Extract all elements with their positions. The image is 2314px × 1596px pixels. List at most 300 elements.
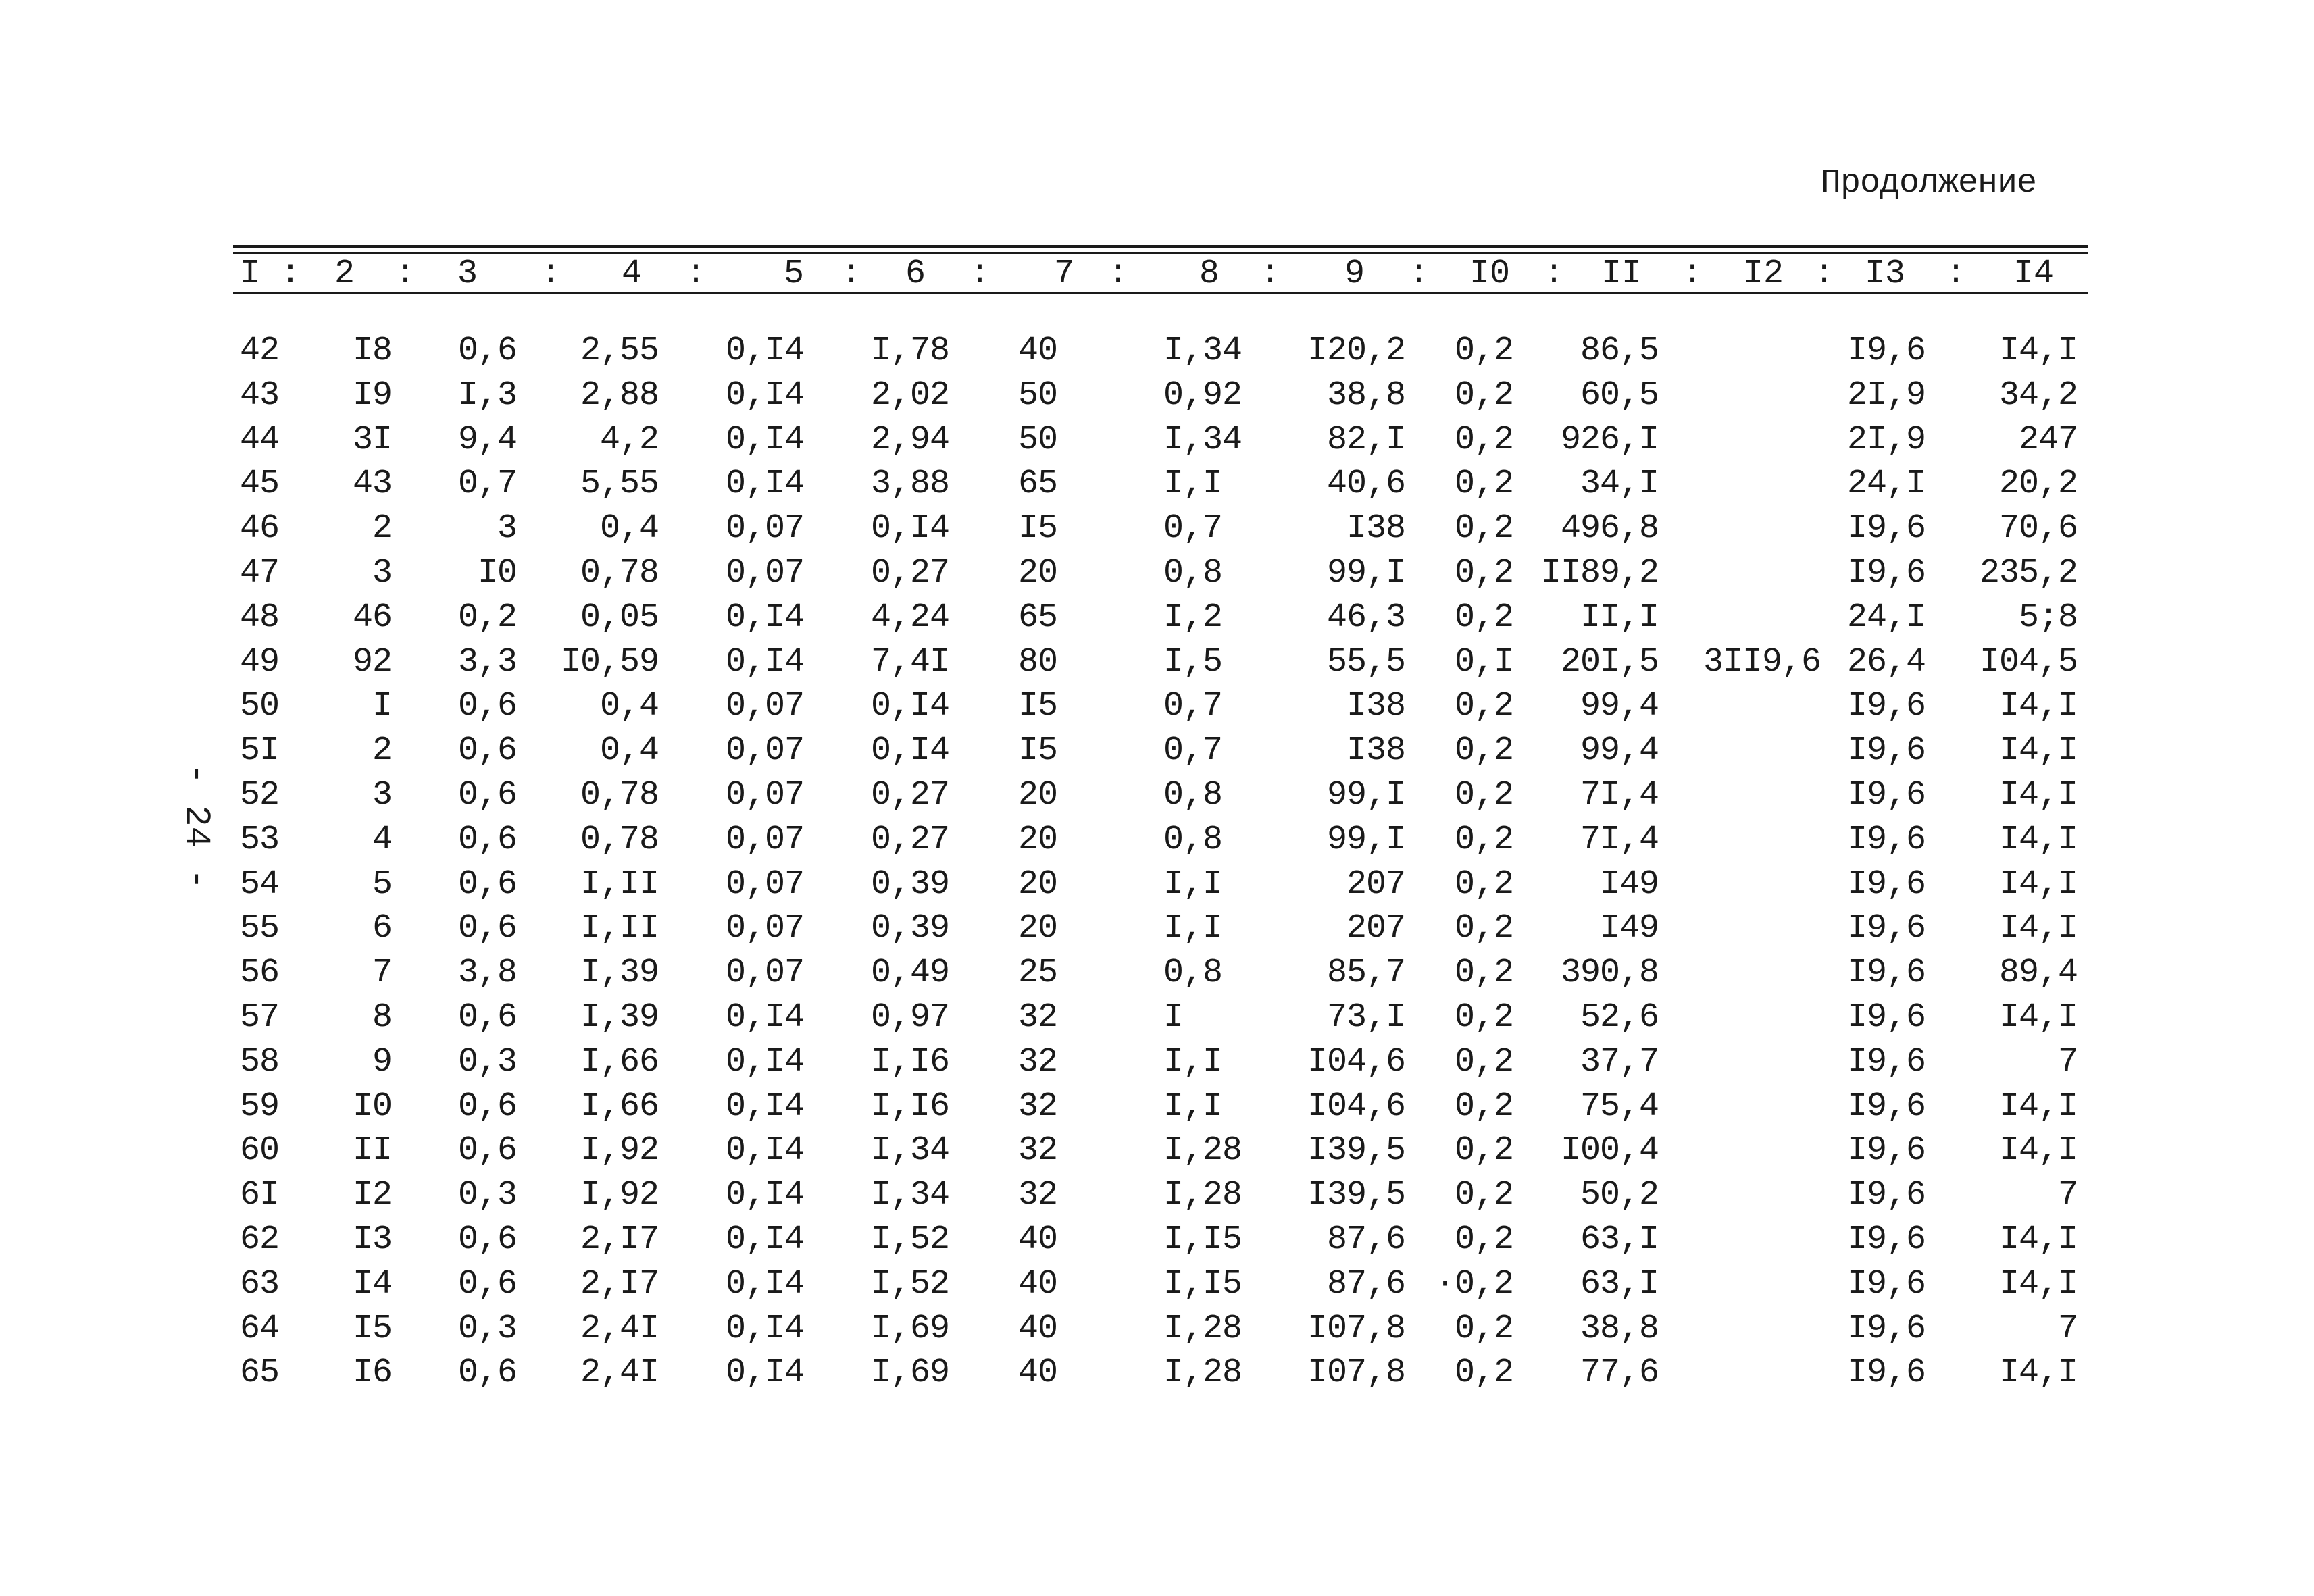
- table-cell: 55: [240, 909, 280, 948]
- table-cell: I4,I: [1998, 1087, 2078, 1126]
- table-cell: 6I: [240, 1176, 280, 1214]
- table-cell: 0,4: [599, 687, 659, 725]
- table-cell: 0,I4: [725, 598, 804, 637]
- column-separator: :: [1814, 255, 1835, 293]
- table-cell: 49: [240, 643, 280, 681]
- table-cell: 92: [352, 643, 392, 681]
- table-cell: 20: [1017, 909, 1057, 948]
- table-cell: [1686, 865, 1821, 905]
- table-cell: I0: [352, 1087, 392, 1126]
- table-cell: 2: [372, 731, 392, 770]
- table-cell: 0,7: [457, 465, 517, 503]
- table-cell: 0,2: [1454, 376, 1513, 415]
- table-cell: I9,6: [1846, 731, 1926, 770]
- column-separator: :: [1409, 255, 1430, 293]
- table-cell: 0,7: [1163, 509, 1223, 548]
- table-cell: 60,5: [1580, 376, 1659, 415]
- table-cell: I,28: [1163, 1176, 1242, 1214]
- table-cell: ·0,2: [1434, 1265, 1513, 1304]
- table-cell: I39,5: [1307, 1176, 1405, 1214]
- table-cell: I: [372, 687, 392, 725]
- table-cell: 52: [240, 776, 280, 815]
- table-cell: 4,2: [599, 421, 659, 459]
- table-cell: 0,2: [1454, 909, 1513, 948]
- table-cell: 0,2: [1454, 731, 1513, 770]
- table-cell: I4,I: [1998, 998, 2078, 1037]
- table-cell: I4,I: [1998, 909, 2078, 948]
- table-cell: I9,6: [1846, 1131, 1926, 1170]
- table-cell: 70,6: [1998, 509, 2078, 548]
- table-row: [0, 1220, 2314, 1260]
- table-cell: I9,6: [1846, 1087, 1926, 1126]
- table-cell: 40,6: [1326, 465, 1405, 503]
- table-cell: 0,07: [725, 909, 804, 948]
- table-cell: I9,6: [1846, 776, 1926, 815]
- table-cell: I9,6: [1846, 954, 1926, 992]
- table-cell: 44: [240, 421, 280, 459]
- table-cell: 3: [497, 509, 517, 548]
- table-cell: 40: [1017, 1310, 1057, 1348]
- table-cell: 8: [372, 998, 392, 1037]
- column-header-11: II: [1601, 255, 1642, 293]
- table-cell: [1686, 1353, 1821, 1393]
- table-cell: I4,I: [1998, 731, 2078, 770]
- table-cell: 50: [1017, 421, 1057, 459]
- table-cell: [1686, 1220, 1821, 1260]
- table-cell: 24,I: [1846, 465, 1926, 503]
- table-cell: I,II: [580, 909, 659, 948]
- table-cell: I4,I: [1998, 776, 2078, 815]
- table-row: [0, 509, 2314, 549]
- table-cell: 3: [372, 554, 392, 592]
- table-cell: 47: [240, 554, 280, 592]
- table-cell: [1686, 1175, 1821, 1216]
- table-cell: I,34: [870, 1131, 949, 1170]
- table-cell: I9,6: [1846, 1265, 1926, 1304]
- table-cell: I38: [1346, 509, 1405, 548]
- table-cell: 0,I4: [725, 643, 804, 681]
- table-cell: 99,I: [1326, 821, 1405, 859]
- table-cell: 87,6: [1326, 1220, 1405, 1259]
- table-cell: I,I6: [870, 1043, 949, 1081]
- table-row: [0, 1087, 2314, 1127]
- continuation-label: Продолжение: [1821, 164, 2037, 203]
- table-cell: I5: [352, 1310, 392, 1348]
- table-cell: 57: [240, 998, 280, 1037]
- table-cell: 20: [1017, 554, 1057, 592]
- table-cell: I5: [1017, 509, 1057, 548]
- table-cell: 0,8: [1163, 776, 1223, 815]
- table-cell: I9,6: [1846, 554, 1926, 592]
- table-cell: I4,I: [1998, 687, 2078, 725]
- table-cell: 0,2: [1454, 1354, 1513, 1392]
- column-separator: :: [280, 255, 301, 293]
- table-cell: 43: [352, 465, 392, 503]
- table-cell: I,92: [580, 1176, 659, 1214]
- table-cell: 0,97: [870, 998, 949, 1037]
- table-row: [0, 865, 2314, 905]
- table-cell: 2,94: [870, 421, 949, 459]
- table-cell: 0,6: [457, 731, 517, 770]
- table-cell: 0,3: [457, 1176, 517, 1214]
- table-cell: I3: [352, 1220, 392, 1259]
- table-cell: 0,I4: [725, 1043, 804, 1081]
- column-header-6: 6: [905, 255, 926, 293]
- table-row: [0, 331, 2314, 371]
- table-cell: 32: [1017, 1043, 1057, 1081]
- table-cell: 0,I4: [725, 1131, 804, 1170]
- page-number: - 24 -: [176, 763, 216, 890]
- table-cell: I4,I: [1998, 1131, 2078, 1170]
- table-cell: I4,I: [1998, 332, 2078, 370]
- table-cell: 390,8: [1560, 954, 1659, 992]
- table-cell: 9,4: [457, 421, 517, 459]
- table-cell: 2,I7: [580, 1265, 659, 1304]
- table-cell: [1686, 1131, 1821, 1171]
- table-cell: 89,4: [1998, 954, 2078, 992]
- table-cell: 73,I: [1326, 998, 1405, 1037]
- table-cell: 0,6: [457, 909, 517, 948]
- table-cell: 5I: [240, 731, 280, 770]
- table-cell: [1686, 376, 1821, 416]
- table-cell: I,34: [1163, 421, 1242, 459]
- table-cell: 0,I4: [725, 1220, 804, 1259]
- table-cell: 0,6: [457, 998, 517, 1037]
- table-cell: I5: [1017, 687, 1057, 725]
- table-cell: 45: [240, 465, 280, 503]
- table-cell: 20: [1017, 821, 1057, 859]
- table-cell: I4,I: [1998, 821, 2078, 859]
- table-cell: 0,2: [457, 598, 517, 637]
- table-cell: I,52: [870, 1220, 949, 1259]
- table-cell: 0,I4: [725, 998, 804, 1037]
- table-cell: [1686, 331, 1821, 371]
- table-cell: I07,8: [1307, 1310, 1405, 1348]
- column-separator: :: [540, 255, 561, 293]
- table-cell: I,28: [1163, 1131, 1242, 1170]
- table-cell: 2,4I: [580, 1354, 659, 1392]
- table-cell: I,34: [1163, 332, 1242, 370]
- table-cell: 3: [372, 776, 392, 815]
- column-separator: :: [1544, 255, 1565, 293]
- table-cell: 50: [240, 687, 280, 725]
- table-cell: 7I,4: [1580, 821, 1659, 859]
- table-cell: I9,6: [1846, 1310, 1926, 1348]
- table-cell: 6: [372, 909, 392, 948]
- table-cell: I,28: [1163, 1354, 1242, 1392]
- table-cell: I,69: [870, 1354, 949, 1392]
- table-cell: 32: [1017, 1176, 1057, 1214]
- table-row: [0, 598, 2314, 638]
- table-cell: I,92: [580, 1131, 659, 1170]
- table-cell: 7: [372, 954, 392, 992]
- table-cell: 9: [372, 1043, 392, 1081]
- table-cell: I9,6: [1846, 865, 1926, 904]
- column-separator: :: [841, 255, 862, 293]
- table-cell: 64: [240, 1310, 280, 1348]
- table-cell: 40: [1017, 332, 1057, 370]
- column-separator: :: [686, 255, 707, 293]
- table-cell: I38: [1346, 731, 1405, 770]
- table-cell: [1686, 1042, 1821, 1083]
- table-cell: 0,7: [1163, 731, 1223, 770]
- table-cell: 0,92: [1163, 376, 1242, 415]
- table-row: [0, 953, 2314, 994]
- table-cell: 52,6: [1580, 998, 1659, 1037]
- table-cell: I9,6: [1846, 998, 1926, 1037]
- column-header-13: I3: [1864, 255, 1905, 293]
- table-cell: 26,4: [1846, 643, 1926, 681]
- table-cell: 40: [1017, 1265, 1057, 1304]
- table-cell: 34,2: [1998, 376, 2078, 415]
- table-cell: 2I,9: [1846, 421, 1926, 459]
- table-row: [0, 1131, 2314, 1171]
- table-cell: I,I: [1163, 465, 1223, 503]
- table-cell: 0,I: [1454, 643, 1513, 681]
- table-cell: I9,6: [1846, 821, 1926, 859]
- table-cell: 63,I: [1580, 1220, 1659, 1259]
- table-cell: I07,8: [1307, 1354, 1405, 1392]
- table-cell: II: [352, 1131, 392, 1170]
- table-cell: 87,6: [1326, 1265, 1405, 1304]
- column-separator: :: [1108, 255, 1129, 293]
- table-cell: 37,7: [1580, 1043, 1659, 1081]
- table-cell: [1686, 553, 1821, 594]
- table-cell: 0,2: [1454, 1176, 1513, 1214]
- column-header-7: 7: [1053, 255, 1074, 293]
- table-cell: I,I6: [870, 1087, 949, 1126]
- table-cell: 0,3: [457, 1043, 517, 1081]
- table-cell: 24,I: [1846, 598, 1926, 637]
- table-cell: 0,6: [457, 1087, 517, 1126]
- table-cell: 53: [240, 821, 280, 859]
- column-header-4: 4: [621, 255, 642, 293]
- table-cell: 55,5: [1326, 643, 1405, 681]
- column-separator: :: [395, 255, 416, 293]
- table-cell: 99,4: [1580, 687, 1659, 725]
- table-cell: 43: [240, 376, 280, 415]
- table-cell: 32: [1017, 998, 1057, 1037]
- table-cell: 32: [1017, 1087, 1057, 1126]
- table-cell: I9: [352, 376, 392, 415]
- table-cell: I,39: [580, 998, 659, 1037]
- table-cell: 7I,4: [1580, 776, 1659, 815]
- table-cell: 207: [1346, 865, 1405, 904]
- table-cell: [1686, 464, 1821, 505]
- table-cell: 0,2: [1454, 554, 1513, 592]
- table-cell: 38,8: [1580, 1310, 1659, 1348]
- table-cell: I9,6: [1846, 1220, 1926, 1259]
- table-cell: I4,I: [1998, 1220, 2078, 1259]
- table-cell: 58: [240, 1043, 280, 1081]
- column-header-12: I2: [1742, 255, 1784, 293]
- table-cell: 0,27: [870, 821, 949, 859]
- table-cell: 0,78: [580, 821, 659, 859]
- table-cell: 2: [372, 509, 392, 548]
- table-cell: 42: [240, 332, 280, 370]
- table-cell: 80: [1017, 643, 1057, 681]
- table-cell: 4,24: [870, 598, 949, 637]
- table-row: [0, 908, 2314, 949]
- table-row: [0, 820, 2314, 860]
- table-cell: I04,5: [1979, 643, 2078, 681]
- table-cell: 34,I: [1580, 465, 1659, 503]
- table-cell: I39,5: [1307, 1131, 1405, 1170]
- table-cell: 0,2: [1454, 954, 1513, 992]
- table-cell: 0,8: [1163, 821, 1223, 859]
- table-row: [0, 420, 2314, 461]
- table-cell: II,I: [1580, 598, 1659, 637]
- table-row: [0, 464, 2314, 505]
- table-cell: I6: [352, 1354, 392, 1392]
- table-cell: 0,6: [457, 1265, 517, 1304]
- table-cell: 85,7: [1326, 954, 1405, 992]
- table-cell: 0,2: [1454, 465, 1513, 503]
- table-cell: I,78: [870, 332, 949, 370]
- table-cell: 0,I4: [725, 332, 804, 370]
- table-row: [0, 1175, 2314, 1216]
- table-cell: 926,I: [1560, 421, 1659, 459]
- table-cell: 0,6: [457, 1131, 517, 1170]
- table-cell: 7: [2057, 1310, 2078, 1348]
- table-cell: 0,I4: [725, 376, 804, 415]
- table-cell: 60: [240, 1131, 280, 1170]
- table-cell: 50,2: [1580, 1176, 1659, 1214]
- table-cell: I04,6: [1307, 1043, 1405, 1081]
- table-cell: I,I: [1163, 865, 1223, 904]
- table-cell: 0,78: [580, 554, 659, 592]
- table-cell: I9,6: [1846, 509, 1926, 548]
- table-cell: [1686, 953, 1821, 994]
- table-cell: 46: [240, 509, 280, 548]
- table-cell: 235,2: [1979, 554, 2078, 592]
- table-cell: 0,6: [457, 821, 517, 859]
- table-cell: I9,6: [1846, 909, 1926, 948]
- table-cell: I5: [1017, 731, 1057, 770]
- table-cell: 0,I4: [870, 509, 949, 548]
- table-cell: [1686, 775, 1821, 816]
- table-cell: 3I: [352, 421, 392, 459]
- table-cell: [1686, 998, 1821, 1038]
- table-cell: 3,88: [870, 465, 949, 503]
- table-cell: 3,3: [457, 643, 517, 681]
- table-cell: 2,4I: [580, 1310, 659, 1348]
- table-cell: [1686, 598, 1821, 638]
- table-cell: [1686, 820, 1821, 860]
- table-cell: 7: [2057, 1176, 2078, 1214]
- table-cell: 63,I: [1580, 1265, 1659, 1304]
- table-cell: I8: [352, 332, 392, 370]
- table-cell: 0,2: [1454, 1310, 1513, 1348]
- table-row: [0, 1353, 2314, 1393]
- table-cell: 0,39: [870, 909, 949, 948]
- table-cell: 86,5: [1580, 332, 1659, 370]
- table-cell: 0,27: [870, 776, 949, 815]
- table-row: [0, 731, 2314, 771]
- table-cell: 496,8: [1560, 509, 1659, 548]
- table-cell: 25: [1017, 954, 1057, 992]
- table-cell: 0,I4: [725, 1310, 804, 1348]
- table-cell: [1686, 509, 1821, 549]
- table-cell: 0,2: [1454, 1220, 1513, 1259]
- table-cell: 0,2: [1454, 332, 1513, 370]
- table-cell: 38,8: [1326, 376, 1405, 415]
- table-cell: 0,07: [725, 954, 804, 992]
- column-separator: :: [1682, 255, 1703, 293]
- table-cell: I,34: [870, 1176, 949, 1214]
- table-cell: 0,2: [1454, 776, 1513, 815]
- table-cell: 0,78: [580, 776, 659, 815]
- table-cell: 82,I: [1326, 421, 1405, 459]
- table-cell: 63: [240, 1265, 280, 1304]
- table-cell: 59: [240, 1087, 280, 1126]
- table-cell: I04,6: [1307, 1087, 1405, 1126]
- table-cell: I,I: [1163, 1087, 1223, 1126]
- table-cell: 0,07: [725, 554, 804, 592]
- table-cell: I,3: [457, 376, 517, 415]
- table-cell: 46,3: [1326, 598, 1405, 637]
- table-row: [0, 998, 2314, 1038]
- table-cell: 0,07: [725, 821, 804, 859]
- table-cell: I,52: [870, 1265, 949, 1304]
- table-cell: I,2: [1163, 598, 1223, 637]
- table-cell: 0,I4: [725, 465, 804, 503]
- table-cell: 0,I4: [870, 731, 949, 770]
- table-cell: 99,I: [1326, 776, 1405, 815]
- column-separator: :: [1946, 255, 1967, 293]
- column-header-9: 9: [1344, 255, 1365, 293]
- table-cell: II89,2: [1540, 554, 1659, 592]
- table-cell: I,28: [1163, 1310, 1242, 1348]
- column-separator: :: [970, 255, 990, 293]
- table-cell: 0,2: [1454, 1131, 1513, 1170]
- table-cell: I,66: [580, 1087, 659, 1126]
- table-cell: I2: [352, 1176, 392, 1214]
- table-cell: I0,59: [560, 643, 659, 681]
- table-cell: I49: [1599, 909, 1659, 948]
- table-cell: 20: [1017, 865, 1057, 904]
- table-cell: I9,6: [1846, 1043, 1926, 1081]
- table-cell: 40: [1017, 1220, 1057, 1259]
- table-cell: 0,2: [1454, 1043, 1513, 1081]
- table-cell: 0,8: [1163, 554, 1223, 592]
- table-cell: 5,55: [580, 465, 659, 503]
- column-header-10: I0: [1469, 255, 1510, 293]
- table-cell: 3,8: [457, 954, 517, 992]
- column-header-8: 8: [1199, 255, 1219, 293]
- table-cell: 0,6: [457, 687, 517, 725]
- table-cell: 7: [2057, 1043, 2078, 1081]
- table-cell: 54: [240, 865, 280, 904]
- table-cell: 0,6: [457, 1354, 517, 1392]
- table-cell: 0,6: [457, 865, 517, 904]
- table-cell: 0,8: [1163, 954, 1223, 992]
- table-cell: 2,02: [870, 376, 949, 415]
- table-cell: 0,2: [1454, 998, 1513, 1037]
- table-cell: 20: [1017, 776, 1057, 815]
- table-cell: I,I5: [1163, 1220, 1242, 1259]
- table-cell: 7,4I: [870, 643, 949, 681]
- table-cell: 0,2: [1454, 598, 1513, 637]
- table-cell: I0: [477, 554, 517, 592]
- table-cell: I9,6: [1846, 1354, 1926, 1392]
- table-cell: 0,07: [725, 865, 804, 904]
- table-cell: 5: [372, 865, 392, 904]
- table-cell: 0,4: [599, 509, 659, 548]
- table-cell: I,69: [870, 1310, 949, 1348]
- table-cell: [1686, 908, 1821, 949]
- table-cell: I00,4: [1560, 1131, 1659, 1170]
